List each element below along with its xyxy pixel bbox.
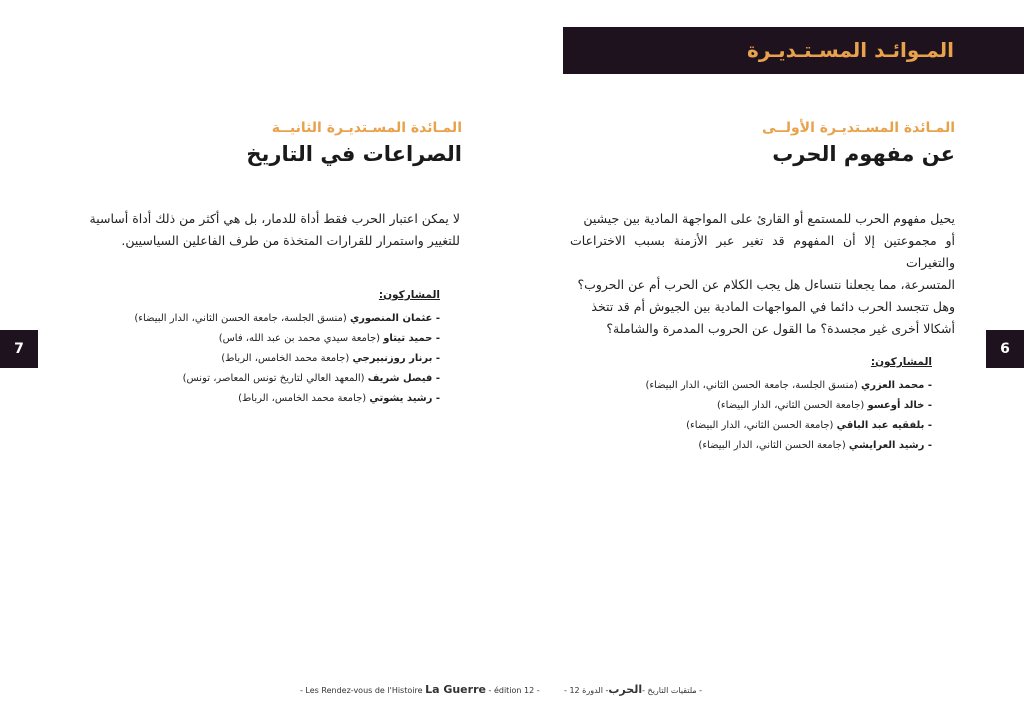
page-number-badge: 7 bbox=[0, 330, 38, 368]
list-item: - فيصل شريف (المعهد العالي لتاريخ تونس المعاصر، تونس) bbox=[182, 373, 440, 384]
list-item: - محمد العزري (منسق الجلسة، جامعة الحسن الثاني، الدار البيضاء) bbox=[645, 380, 932, 391]
section-title: الصراعات في التاريخ bbox=[246, 142, 462, 166]
section-title: عن مفهوم الحرب bbox=[772, 142, 955, 166]
roundtable-one-heading bbox=[662, 120, 955, 166]
roundtable-one-body bbox=[570, 208, 955, 340]
page-footer: - Les Rendez-vous de l'Histoire La Guerre - édition 12 - bbox=[300, 683, 540, 696]
participants-heading: المشاركون: bbox=[870, 356, 932, 368]
roundtable-two-heading bbox=[150, 120, 462, 166]
body-line: وهل تتجسد الحرب دائما في المواجهات المادية بين الجيوش أم قد تتخذ bbox=[591, 299, 955, 314]
list-item: - عثمان المنصوري (منسق الجلسة، جامعة الحسن الثاني، الدار البيضاء) bbox=[134, 313, 440, 324]
section-kicker: المـائدة المسـتديـرة الثانيــة bbox=[271, 120, 462, 136]
list-item: - رشيد يشوتي (جامعة محمد الخامس، الرباط) bbox=[238, 393, 440, 404]
roundtable-one-participants bbox=[592, 356, 932, 456]
body-line: أشكالا أخرى غير مجسدة؟ ما القول عن الحروب المدمرة والشاملة؟ bbox=[606, 321, 955, 336]
participants-list bbox=[592, 376, 932, 456]
list-item: - خالد أوعسو (جامعة الحسن الثاني، الدار البيضاء) bbox=[716, 400, 932, 411]
section-kicker: المـائدة المسـتديـرة الأولــى bbox=[761, 120, 955, 136]
body-line: أو مجموعتين إلا أن المفهوم قد تغير عبر الأزمنة بسبب الاختراعات والتغيرات bbox=[570, 233, 955, 270]
body-paragraph bbox=[570, 208, 955, 340]
roundtable-two-participants bbox=[80, 289, 440, 409]
body-line: للتغيير واستمرار للقرارات المتخذة من طرف الفاعلين السياسيين. bbox=[121, 233, 460, 248]
participants-heading: المشاركون: bbox=[378, 289, 440, 301]
page-number-badge: 6 bbox=[986, 330, 1024, 368]
body-line: يحيل مفهوم الحرب للمستمع أو القارئ على المواجهة المادية بين جيشين bbox=[583, 211, 955, 226]
list-item: - رشيد العرايشي (جامعة الحسن الثاني، الدار البيضاء) bbox=[698, 440, 932, 451]
list-item: - بلفقيه عبد الباقي (جامعة الحسن الثاني، الدار البيضاء) bbox=[686, 420, 932, 431]
list-item: - برنار روزنبيرجي (جامعة محمد الخامس، الرباط) bbox=[221, 353, 440, 364]
page-footer: - ملتقيات التاريخ -الحرب- الدورة 12 - bbox=[564, 683, 703, 696]
roundtable-two-body bbox=[62, 208, 460, 252]
section-header-bar: المـوائـد المسـتـديـرة bbox=[563, 27, 1024, 74]
list-item: - حميد تيتاو (جامعة سيدي محمد بن عبد الله، فاس) bbox=[218, 333, 440, 344]
body-line: لا يمكن اعتبار الحرب فقط أداة للدمار، بل هي أكثر من ذلك أداة أساسية bbox=[89, 211, 460, 226]
right-page bbox=[512, 0, 1024, 712]
body-paragraph bbox=[62, 208, 460, 252]
participants-list bbox=[80, 309, 440, 409]
body-line: المتسرعة، مما يجعلنا نتساءل هل يجب الكلام عن الحرب أم عن الحروب؟ bbox=[577, 277, 955, 292]
